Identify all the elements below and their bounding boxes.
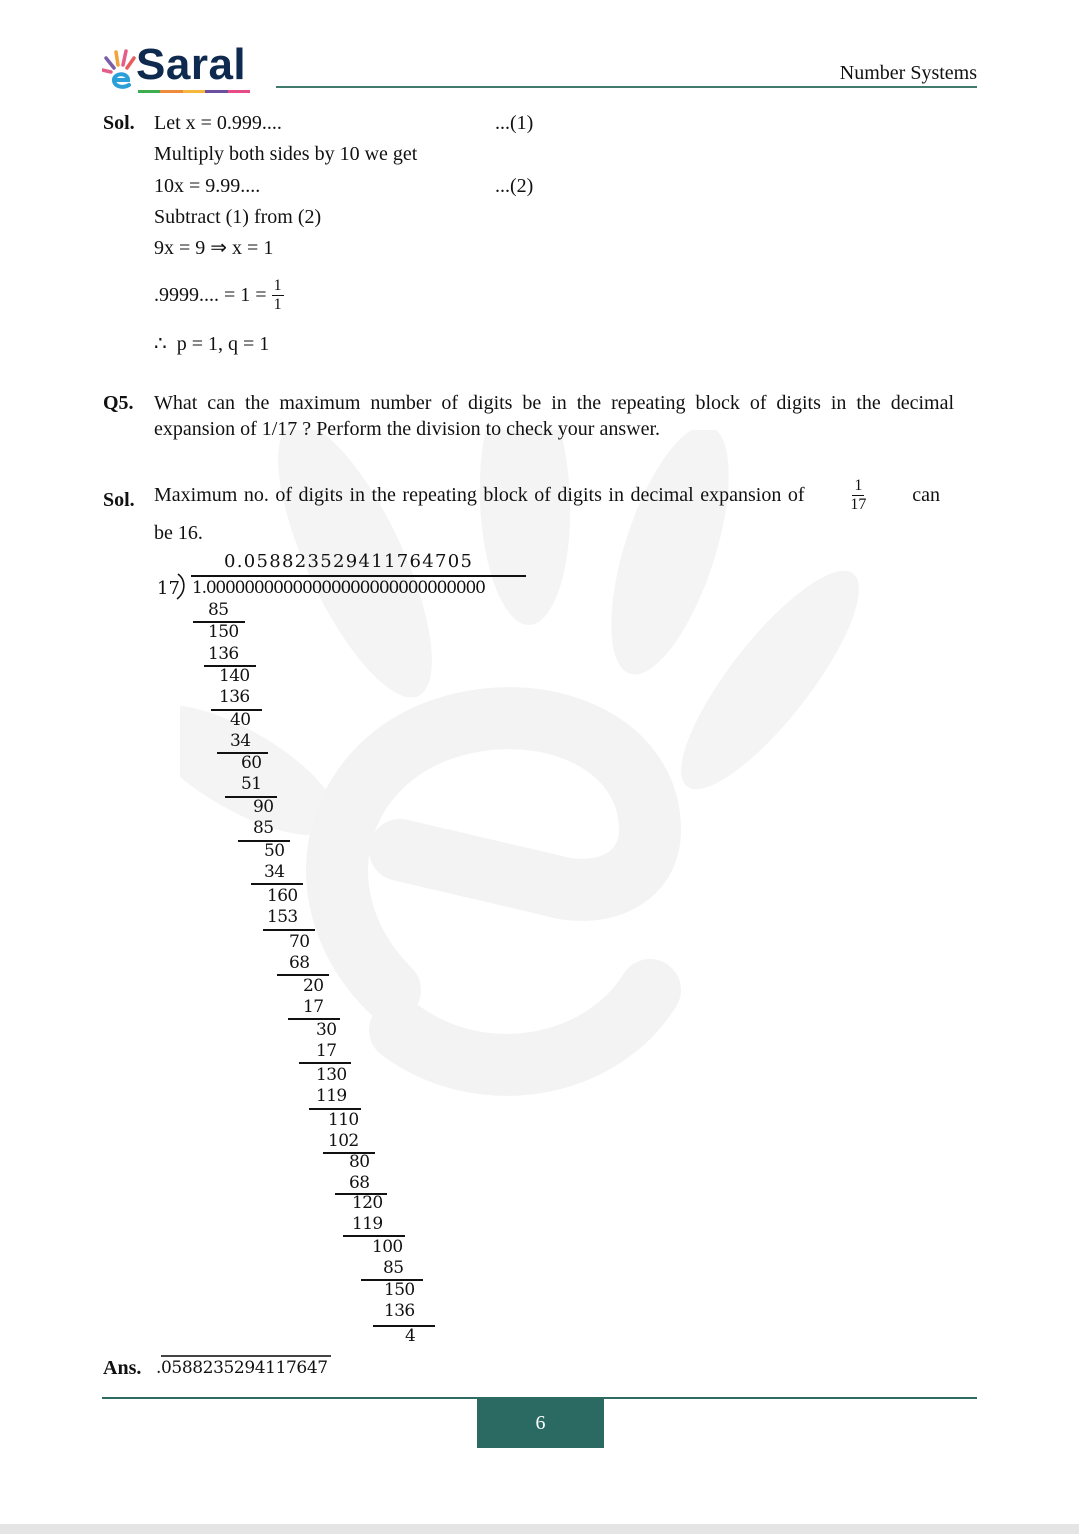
sol-line-1: Let x = 0.999.... (154, 112, 282, 134)
fraction-one-over-seventeen (850, 477, 866, 513)
division-step-value: 150 (384, 1280, 415, 1300)
division-step-value: 68 (349, 1173, 370, 1193)
sol-q5-line-2: be 16. (154, 522, 203, 544)
fraction-numerator: 1 (273, 277, 282, 294)
division-step-value: 40 (230, 710, 251, 730)
division-step-value: 80 (349, 1152, 370, 1172)
division-divisor: 17 (157, 578, 180, 599)
division-step-value: 119 (316, 1086, 347, 1106)
division-step-value: 119 (352, 1214, 383, 1234)
division-step-value: 50 (264, 841, 285, 861)
division-subtraction-line (251, 883, 303, 885)
sol-line-3: 10x = 9.99.... (154, 175, 261, 197)
division-step-value: 34 (264, 862, 285, 882)
division-step-value: 17 (316, 1041, 337, 1061)
division-step-value: 160 (267, 886, 298, 906)
division-subtraction-line (263, 929, 315, 931)
division-dividend: 1.00000000000000000000000000000 (192, 578, 485, 598)
sol-line-4: Subtract (1) from (2) (154, 206, 322, 228)
page-number: 6 (477, 1399, 604, 1448)
sol-q5-suffix: can (912, 484, 940, 507)
chapter-title: Number Systems (839, 62, 977, 84)
division-step-value: 90 (253, 797, 274, 817)
division-step-value: 30 (316, 1020, 337, 1040)
division-step-value: 85 (208, 600, 229, 620)
division-step-value: 17 (303, 997, 324, 1017)
division-step-value: 68 (289, 953, 310, 973)
question-text-line-1: What can the maximum number of digits be in the repeating block of digits in the decimal (154, 392, 954, 414)
sol-q5-text: Maximum no. of digits in the repeating block of digits in decimal expansion of (154, 484, 805, 507)
sol-line-5: 9x = 9 ⇒ x = 1 (154, 237, 274, 259)
repeating-bar (161, 1355, 331, 1357)
division-step-value: 70 (289, 932, 310, 952)
esaral-watermark-icon (180, 430, 880, 1150)
answer-label: Ans. (103, 1357, 142, 1379)
equation-ref-1: ...(1) (495, 112, 534, 134)
fraction-denominator: 17 (850, 495, 867, 513)
division-step-value: 153 (267, 907, 298, 927)
division-step-value: 130 (316, 1065, 347, 1085)
fraction-line-prefix: .9999.... = 1 = (154, 284, 272, 307)
division-subtraction-line (373, 1325, 435, 1327)
division-quotient: 0.058823529411764705 (224, 551, 474, 572)
header-divider (276, 86, 977, 88)
division-step-value: 110 (328, 1110, 359, 1130)
division-bracket-icon (176, 572, 188, 600)
division-step-value: 136 (208, 644, 239, 664)
conclusion-line: ∴ p = 1, q = 1 (154, 333, 270, 355)
division-step-value: 51 (241, 774, 262, 794)
division-step-value: 100 (372, 1237, 403, 1257)
question-label: Q5. (103, 392, 134, 414)
division-step-value: 136 (384, 1301, 415, 1321)
sol-q5-line-1 (154, 477, 940, 513)
division-step-value: 150 (208, 622, 239, 642)
sol-line-2: Multiply both sides by 10 we get (154, 143, 418, 165)
hand-icon (102, 48, 138, 94)
page-bottom-edge (0, 1524, 1079, 1534)
division-step-value: 120 (352, 1193, 383, 1213)
logo-underline (138, 90, 250, 93)
division-step-value: 85 (383, 1258, 404, 1278)
answer-value: .0588235294117647 (156, 1358, 328, 1378)
fraction-numerator: 1 (854, 477, 863, 494)
question-text-line-2: expansion of 1/17 ? Perform the division to check your answer. (154, 418, 660, 440)
division-step-value: 34 (230, 731, 251, 751)
division-step-value: 85 (253, 818, 274, 838)
sol-label: Sol. (103, 112, 135, 134)
division-subtraction-line (299, 1062, 351, 1064)
division-step-value: 20 (303, 976, 324, 996)
division-step-value: 102 (328, 1131, 359, 1151)
fraction-line (154, 277, 284, 313)
logo-text: Saral (136, 40, 247, 89)
division-bar (191, 575, 526, 577)
equation-ref-2: ...(2) (495, 175, 534, 197)
division-step-value: 4 (405, 1326, 416, 1346)
fraction-denominator: 1 (273, 295, 282, 313)
division-step-value: 140 (219, 666, 250, 686)
sol-label-q5: Sol. (103, 489, 135, 511)
division-step-value: 136 (219, 687, 250, 707)
division-step-value: 60 (241, 753, 262, 773)
fraction-one-over-one (272, 277, 284, 313)
